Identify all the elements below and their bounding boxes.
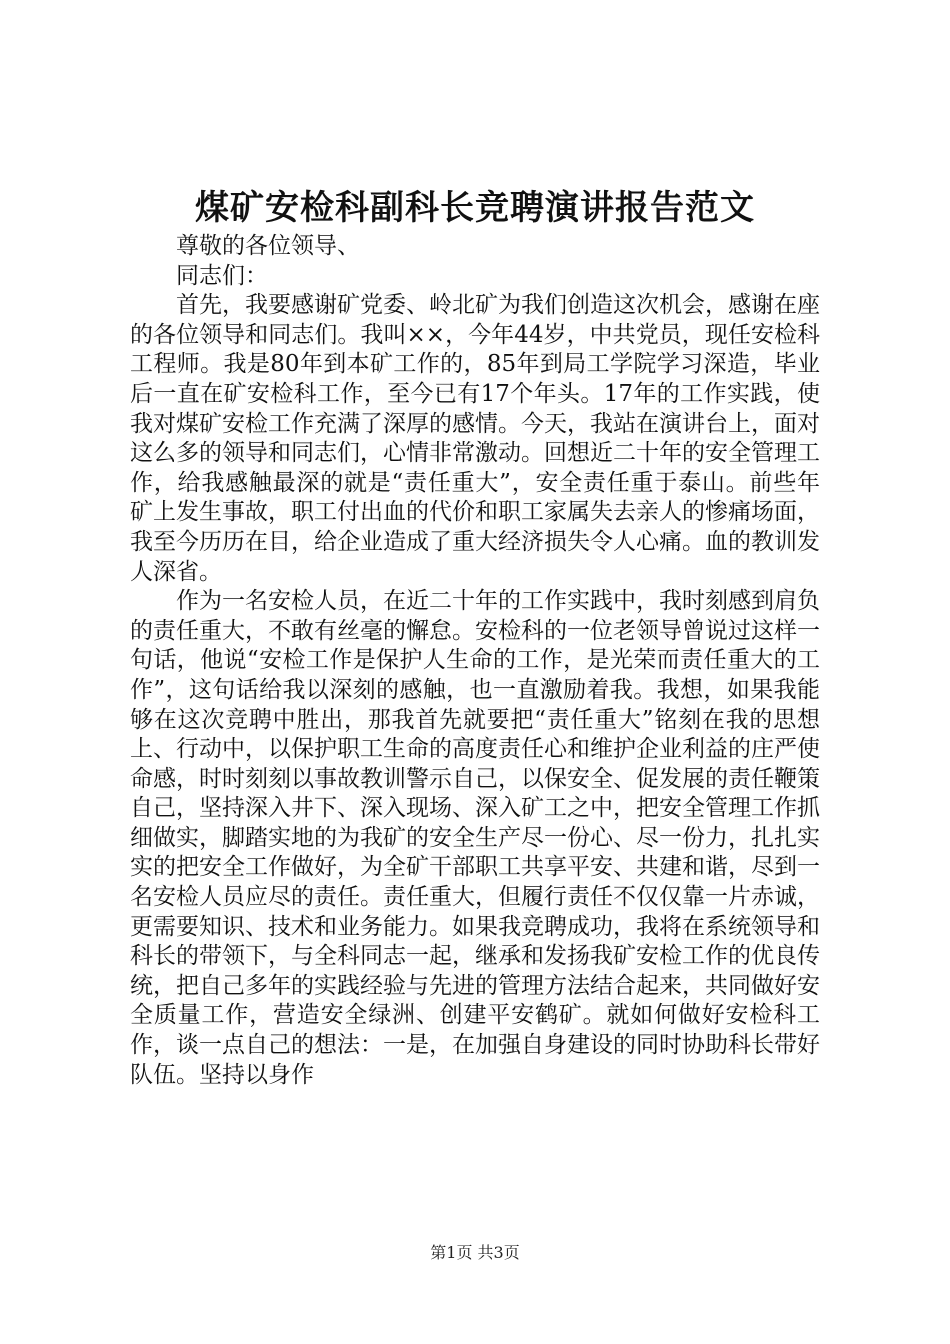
salutation-line-1: 尊敬的各位领导、 xyxy=(176,233,360,259)
document-body xyxy=(130,232,820,1090)
paragraph-2: 作为一名安检人员，在近二十年的工作实践中，我时刻感到肩负的责任重大，不敢有丝毫的懈怠。安检科的一位老领导曾说过这样一句话，他说“安检工作是保护人生命的工作，是光荣而责任重大的工作”，这句话给我以深刻的感触，也一直激励着我。我想，如果我能够在这次竞聘中胜出，那我首先就要把“责任重大”铭刻在我的思想上、行动中，以保护职工生命的高度责任心和维护企业利益的庄严使命感，时时刻刻以事故教训警示自己，以保安全、促发展的责任鞭策自己，坚持深入井下、深入现场、深入矿工之中，把安全管理工作抓细做实，脚踏实地的为我矿的安全生产尽一份心、尽一份力，扎扎实实的把安全工作做好，为全矿干部职工共享平安、共建和谐，尽到一名安检人员应尽的责任。责任重大，但履行责任不仅仅靠一片赤诚，更需要知识、技术和业务能力。如果我竞聘成功，我将在系统领导和科长的带领下，与全科同志一起，继承和发扬我矿安检工作的优良传统，把自己多年的实践经验与先进的管理方法结合起来，共同做好安全质量工作，营造安全绿洲、创建平安鹤矿。就如何做好安检科工作，谈一点自己的想法：一是，在加强自身建设的同时协助科长带好队伍。坚持以身作 xyxy=(130,588,820,1088)
salutation-line-2: 同志们： xyxy=(176,262,268,289)
paragraph-1: 首先，我要感谢矿党委、岭北矿为我们创造这次机会，感谢在座的各位领导和同志们。我叫××，今年44岁，中共党员，现任安检科工程师。我是80年到本矿工作的，85年到局工学院学习深造，毕业后一直在矿安检科工作，至今已有17个年头。17年的工作实践，使我对煤矿安检工作充满了深厚的感情。今天，我站在演讲台上，面对这么多的领导和同志们，心情非常激动。回想近二十年的安全管理工作，给我感触最深的就是“责任重大”，安全责任重于泰山。前些年矿上发生事故，职工付出血的代价和职工家属失去亲人的惨痛场面，我至今历历在目，给企业造成了重大经济损失令人心痛。血的教训发人深省。 xyxy=(130,292,820,585)
page-number-footer: 第1页 共3页 xyxy=(430,1243,520,1262)
document-title: 煤矿安检科副科长竞聘演讲报告范文 xyxy=(195,188,755,228)
